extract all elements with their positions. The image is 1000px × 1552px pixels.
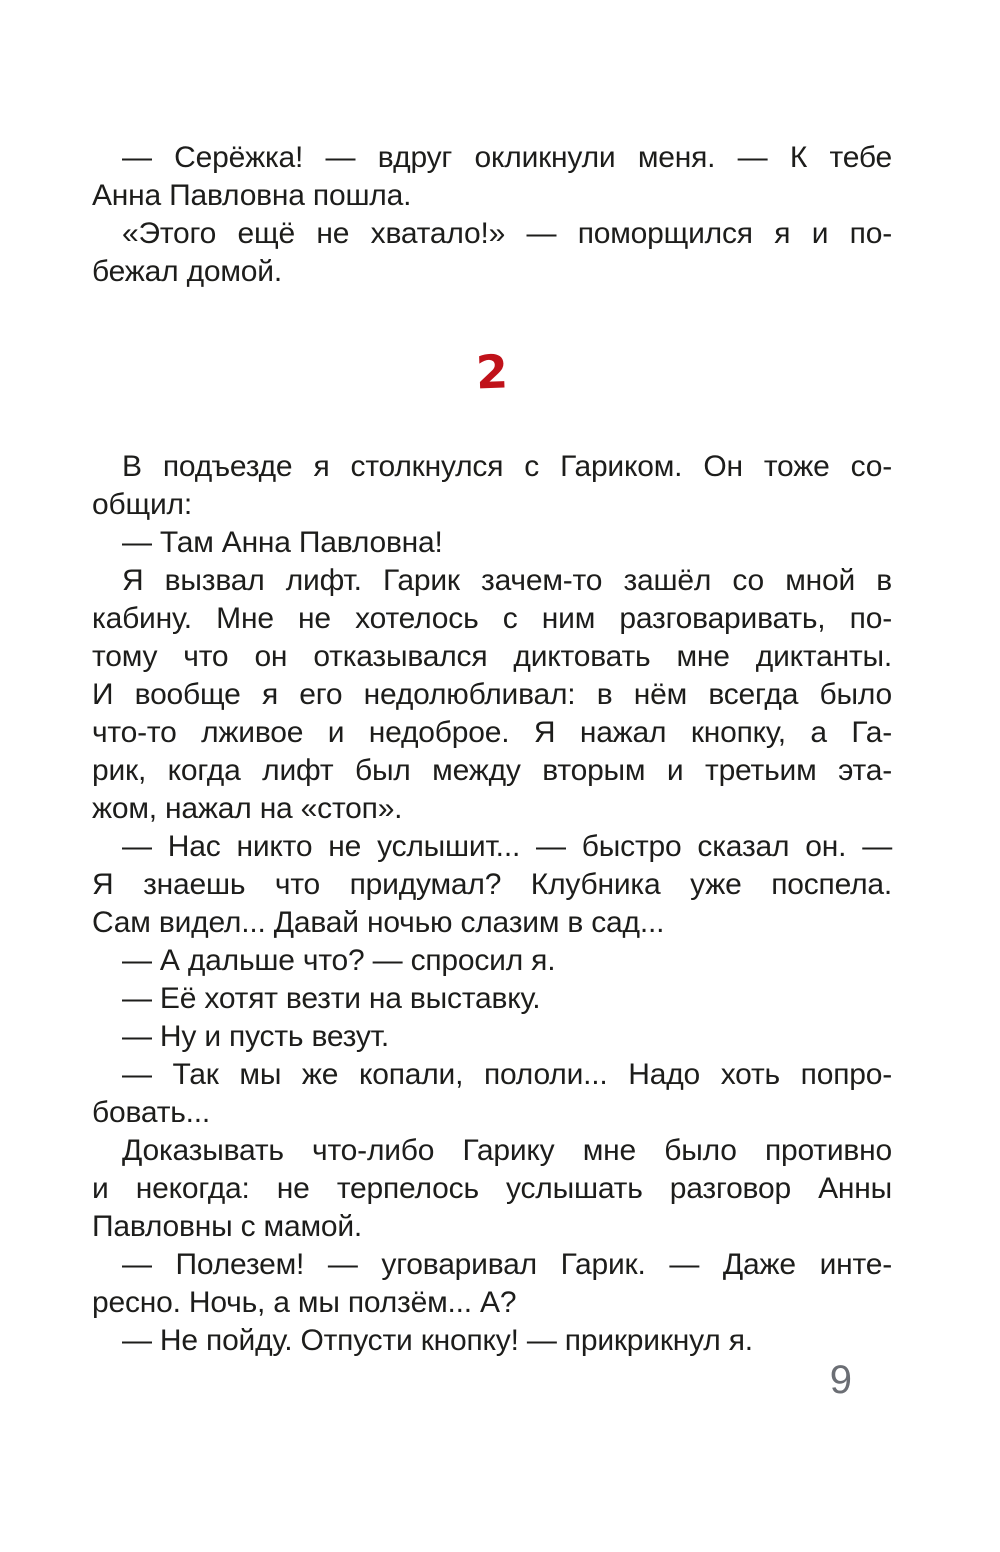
text-line: — А дальше что? — спросил я.: [122, 944, 556, 977]
text-line: — Так мы же копали, пололи... Надо хоть попро-: [122, 1058, 892, 1091]
text-line: что-то лживое и недоброе. Я нажал кнопку, а Га-: [92, 716, 892, 749]
text-line: В подъезде я столкнулся с Гариком. Он тоже со-: [122, 450, 892, 483]
text-line: Анна Павловна пошла.: [92, 179, 412, 212]
page-number: 9: [829, 1358, 852, 1402]
paragraph: [92, 448, 892, 524]
text-line: — Полезем! — уговаривал Гарик. — Даже инте-: [122, 1248, 892, 1281]
paragraph: [92, 562, 892, 828]
paragraph: [92, 980, 892, 1018]
text-line: «Этого ещё не хватало!» — поморщился я и по-: [122, 217, 892, 250]
paragraph: [92, 1132, 892, 1246]
text-line: И вообще я его недолюбливал: в нём всегда было: [92, 678, 892, 711]
paragraph: [92, 942, 892, 980]
text-after-chapter: [92, 448, 892, 1360]
text-line: Я знаешь что придумал? Клубника уже поспела.: [92, 868, 892, 901]
text-line: бежал домой.: [92, 255, 282, 288]
text-line: ресно. Ночь, а мы ползём... А?: [92, 1286, 517, 1319]
paragraph: [92, 828, 892, 942]
text-line: и некогда: не терпелось услышать разговор Анны: [92, 1172, 892, 1205]
paragraph: [92, 524, 892, 562]
text-line: — Её хотят везти на выставку.: [122, 982, 541, 1015]
paragraph: [92, 1322, 892, 1360]
text-line: жом, нажал на «стоп».: [92, 792, 403, 825]
text-line: Доказывать что-либо Гарику мне было противно: [122, 1134, 892, 1167]
text-line: рик, когда лифт был между вторым и третьим эта-: [92, 754, 892, 787]
text-line: Я вызвал лифт. Гарик зачем-то зашёл со мной в: [122, 564, 892, 597]
paragraph: [92, 1246, 892, 1322]
paragraph: [92, 1018, 892, 1056]
text-line: тому что он отказывался диктовать мне диктанты.: [92, 640, 892, 673]
text-line: кабину. Мне не хотелось с ним разговаривать, по-: [92, 602, 892, 635]
chapter-number: 2: [475, 344, 509, 400]
text-line: — Не пойду. Отпусти кнопку! — прикрикнул я.: [122, 1324, 753, 1357]
text-line: бовать...: [92, 1096, 211, 1129]
paragraph: [92, 139, 892, 215]
text-line: общил:: [92, 488, 192, 521]
text-line: Павловны с мамой.: [92, 1210, 363, 1243]
text-line: — Серёжка! — вдруг окликнули меня. — К тебе: [122, 141, 892, 174]
paragraph: [92, 215, 892, 291]
paragraph: [92, 1056, 892, 1132]
text-line: — Там Анна Павловна!: [122, 526, 443, 559]
text-line: — Нас никто не услышит... — быстро сказал он. —: [122, 830, 892, 863]
page-text: [92, 139, 892, 1360]
text-line: — Ну и пусть везут.: [122, 1020, 390, 1053]
text-line: Сам видел... Давай ночью слазим в сад...: [92, 906, 665, 939]
text-before-chapter: [92, 139, 892, 291]
